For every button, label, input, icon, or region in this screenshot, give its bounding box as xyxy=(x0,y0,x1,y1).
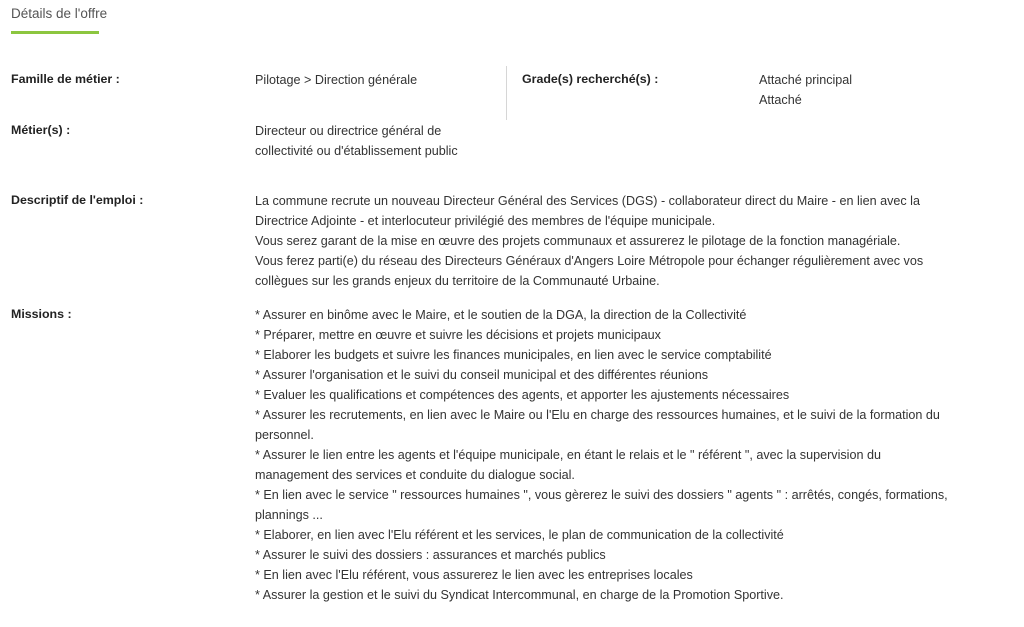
mission-line: * Elaborer, en lien avec l'Elu référent et les services, le plan de communication de la collectivité xyxy=(255,528,784,542)
metier-line: collectivité ou d'établissement public xyxy=(255,144,458,158)
mission-line: * Assurer l'organisation et le suivi du conseil municipal et des différentes réunions xyxy=(255,368,708,382)
mission-line: management des services et conduite du dialogue social. xyxy=(255,468,575,482)
descriptif-line: Vous serez garant de la mise en œuvre des projets communaux et assurerez le pilotage de la fonction managériale. xyxy=(255,234,901,248)
grade-value: Attaché principal xyxy=(759,73,853,87)
descriptif-label: Descriptif de l'emploi : xyxy=(11,193,144,207)
missions-value xyxy=(255,305,948,605)
mission-line: * Assurer les recrutements, en lien avec le Maire ou l'Elu en charge des ressources humaines, et le suivi de la formation du xyxy=(255,408,940,422)
famille-label: Famille de métier : xyxy=(11,72,120,86)
descriptif-line: Vous ferez parti(e) du réseau des Directeurs Généraux d'Angers Loire Métropole pour échanger régulièrement avec vos xyxy=(255,254,924,268)
famille-value: Pilotage > Direction générale xyxy=(255,73,418,87)
section-title: Détails de l'offre xyxy=(11,6,108,21)
column-divider xyxy=(506,66,507,120)
descriptif-value xyxy=(255,191,923,291)
grade-values xyxy=(759,70,852,110)
missions-label: Missions : xyxy=(11,307,72,321)
descriptif-line: Directrice Adjointe - et interlocuteur privilégié des membres de l'équipe municipale. xyxy=(255,214,716,228)
mission-line: plannings ... xyxy=(255,508,323,522)
mission-line: * Assurer la gestion et le suivi du Syndicat Intercommunal, en charge de la Promotion Sportive. xyxy=(255,588,784,602)
mission-line: * Préparer, mettre en œuvre et suivre les décisions et projets municipaux xyxy=(255,328,661,342)
mission-line: * Assurer le suivi des dossiers : assurances et marchés publics xyxy=(255,548,606,562)
metier-value xyxy=(255,121,458,161)
descriptif-line: collègues sur les grands enjeux du territoire de la Communauté Urbaine. xyxy=(255,274,660,288)
grade-label: Grade(s) recherché(s) : xyxy=(522,72,659,86)
metier-label: Métier(s) : xyxy=(11,123,71,137)
mission-line: personnel. xyxy=(255,428,314,442)
grade-value: Attaché xyxy=(759,93,802,107)
mission-line: * Assurer le lien entre les agents et l'équipe municipale, en étant le relais et le " référent ", avec la supervision du xyxy=(255,448,881,462)
section-title-underline xyxy=(11,31,99,34)
mission-line: * En lien avec l'Elu référent, vous assurerez le lien avec les entreprises locales xyxy=(255,568,693,582)
descriptif-line: La commune recrute un nouveau Directeur Général des Services (DGS) - collaborateur direct du Maire - en lien avec la xyxy=(255,194,920,208)
mission-line: * Elaborer les budgets et suivre les finances municipales, en lien avec le service comptabilité xyxy=(255,348,772,362)
metier-line: Directeur ou directrice général de xyxy=(255,124,442,138)
mission-line: * En lien avec le service " ressources humaines ", vous gèrerez le suivi des dossiers " agents " : arrêtés, congés, formations, xyxy=(255,488,948,502)
mission-line: * Evaluer les qualifications et compétences des agents, et apporter les ajustements nécessaires xyxy=(255,388,790,402)
mission-line: * Assurer en binôme avec le Maire, et le soutien de la DGA, la direction de la Collectivité xyxy=(255,308,747,322)
